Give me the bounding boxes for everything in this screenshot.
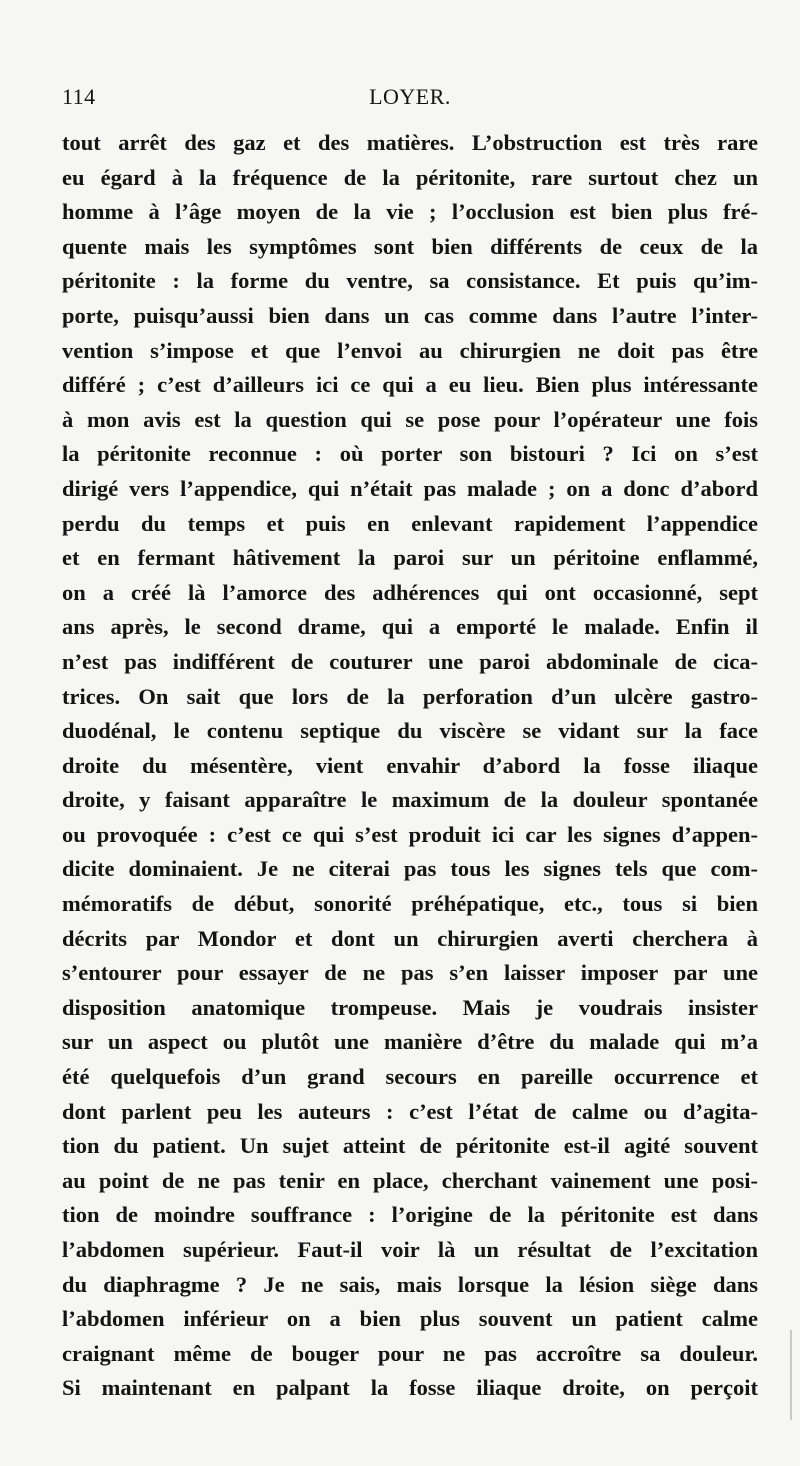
text-line: vention s’impose et que l’envoi au chirurgien ne doit pas être: [62, 337, 758, 363]
text-line: perdu du temps et puis en enlevant rapidement l’appendice: [62, 510, 758, 536]
text-line: quente mais les symptômes sont bien différents de ceux de la: [62, 233, 758, 259]
text-line: du diaphragme ? Je ne sais, mais lorsque la lésion siège dans: [62, 1271, 758, 1297]
text-line: décrits par Mondor et dont un chirurgien averti cherchera à: [62, 925, 758, 951]
body-text: [62, 126, 758, 1406]
text-line: mémoratifs de début, sonorité préhépatique, etc., tous si bien: [62, 891, 758, 917]
text-line: été quelquefois d’un grand secours en pareille occurrence et: [62, 1064, 758, 1090]
text-line: dicite dominaient. Je ne citerai pas tous les signes tels que com-: [62, 856, 758, 882]
text-line: Si maintenant en palpant la fosse iliaque droite, on perçoit: [62, 1375, 758, 1401]
text-line: et en fermant hâtivement la paroi sur un péritoine enflammé,: [62, 545, 758, 571]
text-line: droite du mésentère, vient envahir d’abord la fosse iliaque: [62, 752, 758, 778]
running-head: [62, 80, 758, 116]
text-line: la péritonite reconnue : où porter son bistouri ? Ici on s’est: [62, 441, 758, 467]
text-line: droite, y faisant apparaître le maximum de la douleur spontanée: [62, 787, 758, 813]
text-line: dirigé vers l’appendice, qui n’était pas malade ; on a donc d’abord: [62, 475, 758, 501]
text-line: craignant même de bouger pour ne pas accroître sa douleur.: [62, 1340, 758, 1366]
text-line: l’abdomen inférieur on a bien plus souvent un patient calme: [62, 1306, 758, 1332]
running-title: LOYER.: [369, 84, 451, 109]
text-line: dont parlent peu les auteurs : c’est l’état de calme ou d’agita-: [62, 1098, 758, 1124]
text-line: à mon avis est la question qui se pose pour l’opérateur une fois: [62, 406, 758, 432]
text-line: homme à l’âge moyen de la vie ; l’occlusion est bien plus fré-: [62, 199, 758, 225]
page-number: 114: [62, 84, 96, 109]
page-edge-mark: [790, 1330, 792, 1420]
text-line: n’est pas indifférent de couturer une paroi abdominale de cica-: [62, 648, 758, 674]
text-line: au point de ne pas tenir en place, cherchant vainement une posi-: [62, 1167, 758, 1193]
text-line: péritonite : la forme du ventre, sa consistance. Et puis qu’im-: [62, 268, 758, 294]
text-line: disposition anatomique trompeuse. Mais je voudrais insister: [62, 994, 758, 1020]
text-line: ou provoquée : c’est ce qui s’est produit ici car les signes d’appen-: [62, 821, 758, 847]
text-line: tion du patient. Un sujet atteint de péritonite est-il agité souvent: [62, 1133, 758, 1159]
text-line: trices. On sait que lors de la perforation d’un ulcère gastro-: [62, 683, 758, 709]
text-line: s’entourer pour essayer de ne pas s’en laisser imposer par une: [62, 960, 758, 986]
text-line: on a créé là l’amorce des adhérences qui ont occasionné, sept: [62, 579, 758, 605]
text-line: sur un aspect ou plutôt une manière d’être du malade qui m’a: [62, 1029, 758, 1055]
text-line: ans après, le second drame, qui a emporté le malade. Enfin il: [62, 614, 758, 640]
text-line: l’abdomen supérieur. Faut-il voir là un résultat de l’excitation: [62, 1237, 758, 1262]
text-line: tout arrêt des gaz et des matières. L’obstruction est très rare: [62, 130, 758, 155]
text-line: porte, puisqu’aussi bien dans un cas comme dans l’autre l’inter-: [62, 302, 758, 328]
text-line: différé ; c’est d’ailleurs ici ce qui a eu lieu. Bien plus intéressante: [62, 372, 758, 398]
text-line: tion de moindre souffrance : l’origine de la péritonite est dans: [62, 1202, 758, 1228]
text-line: eu égard à la fréquence de la péritonite, rare surtout chez un: [62, 164, 758, 190]
text-line: duodénal, le contenu septique du viscère se vidant sur la face: [62, 718, 758, 744]
